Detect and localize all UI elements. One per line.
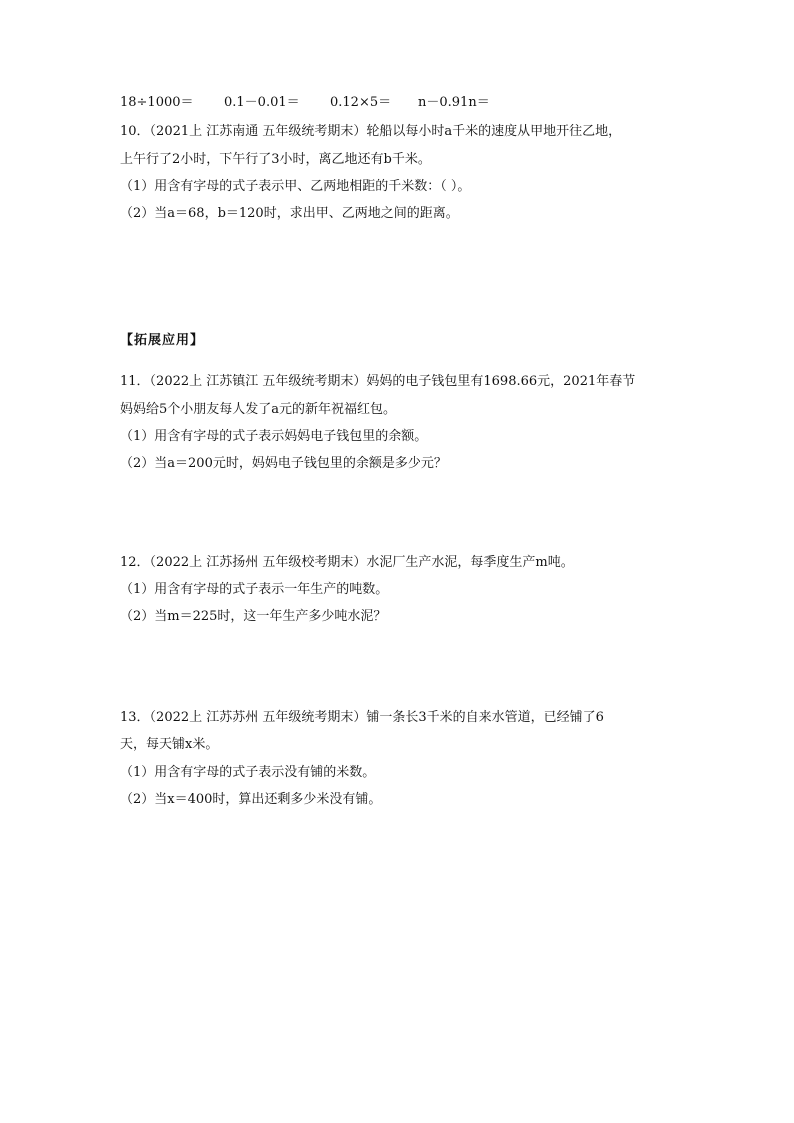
q11-subquestion-1: （1）用含有字母的式子表示妈妈电子钱包里的余额。 — [120, 429, 428, 444]
calc-item-4: n－0.91n＝ — [418, 95, 490, 110]
q12-subquestion-1: （1）用含有字母的式子表示一年生产的吨数。 — [120, 582, 389, 597]
q12-stem-line-1: 12．（2022上 江苏扬州 五年级校考期末）水泥厂生产水泥，每季度生产m吨。 — [120, 555, 574, 570]
q10-subquestion-1: （1）用含有字母的式子表示甲、乙两地相距的千米数：（ ）。 — [120, 179, 471, 194]
q11-stem-line-1: 11．（2022上 江苏镇江 五年级统考期末）妈妈的电子钱包里有1698.66元，2021年春节 — [120, 374, 636, 389]
q13-subquestion-2: （2）当x＝400时，算出还剩多少米没有铺。 — [120, 792, 382, 807]
q13-stem-line-1: 13．（2022上 江苏苏州 五年级统考期末）铺一条长3千米的自来水管道，已经铺了6 — [120, 710, 604, 725]
calc-item-2: 0.1－0.01＝ — [224, 95, 300, 110]
q10-stem-line-2: 上午行了2小时，下午行了3小时，离乙地还有b千米。 — [120, 152, 431, 167]
calc-item-1: 18÷1000＝ — [120, 95, 194, 110]
section-title-extension: 【拓展应用】 — [120, 333, 205, 348]
q12-subquestion-2: （2）当m＝225时，这一年生产多少吨水泥？ — [120, 609, 387, 624]
q13-subquestion-1: （1）用含有字母的式子表示没有铺的米数。 — [120, 765, 376, 780]
q10-subquestion-2: （2）当a＝68，b＝120时，求出甲、乙两地之间的距离。 — [120, 206, 459, 221]
q11-subquestion-2: （2）当a＝200元时，妈妈电子钱包里的余额是多少元？ — [120, 456, 447, 471]
q10-stem-line-1: 10．（2021上 江苏南通 五年级统考期末）轮船以每小时a千米的速度从甲地开往乙地， — [120, 124, 622, 139]
q11-stem-line-2: 妈妈给5个小朋友每人发了a元的新年祝福红包。 — [120, 402, 397, 417]
calc-item-3: 0.12×5＝ — [330, 95, 392, 110]
q13-stem-line-2: 天，每天铺x米。 — [120, 737, 219, 752]
